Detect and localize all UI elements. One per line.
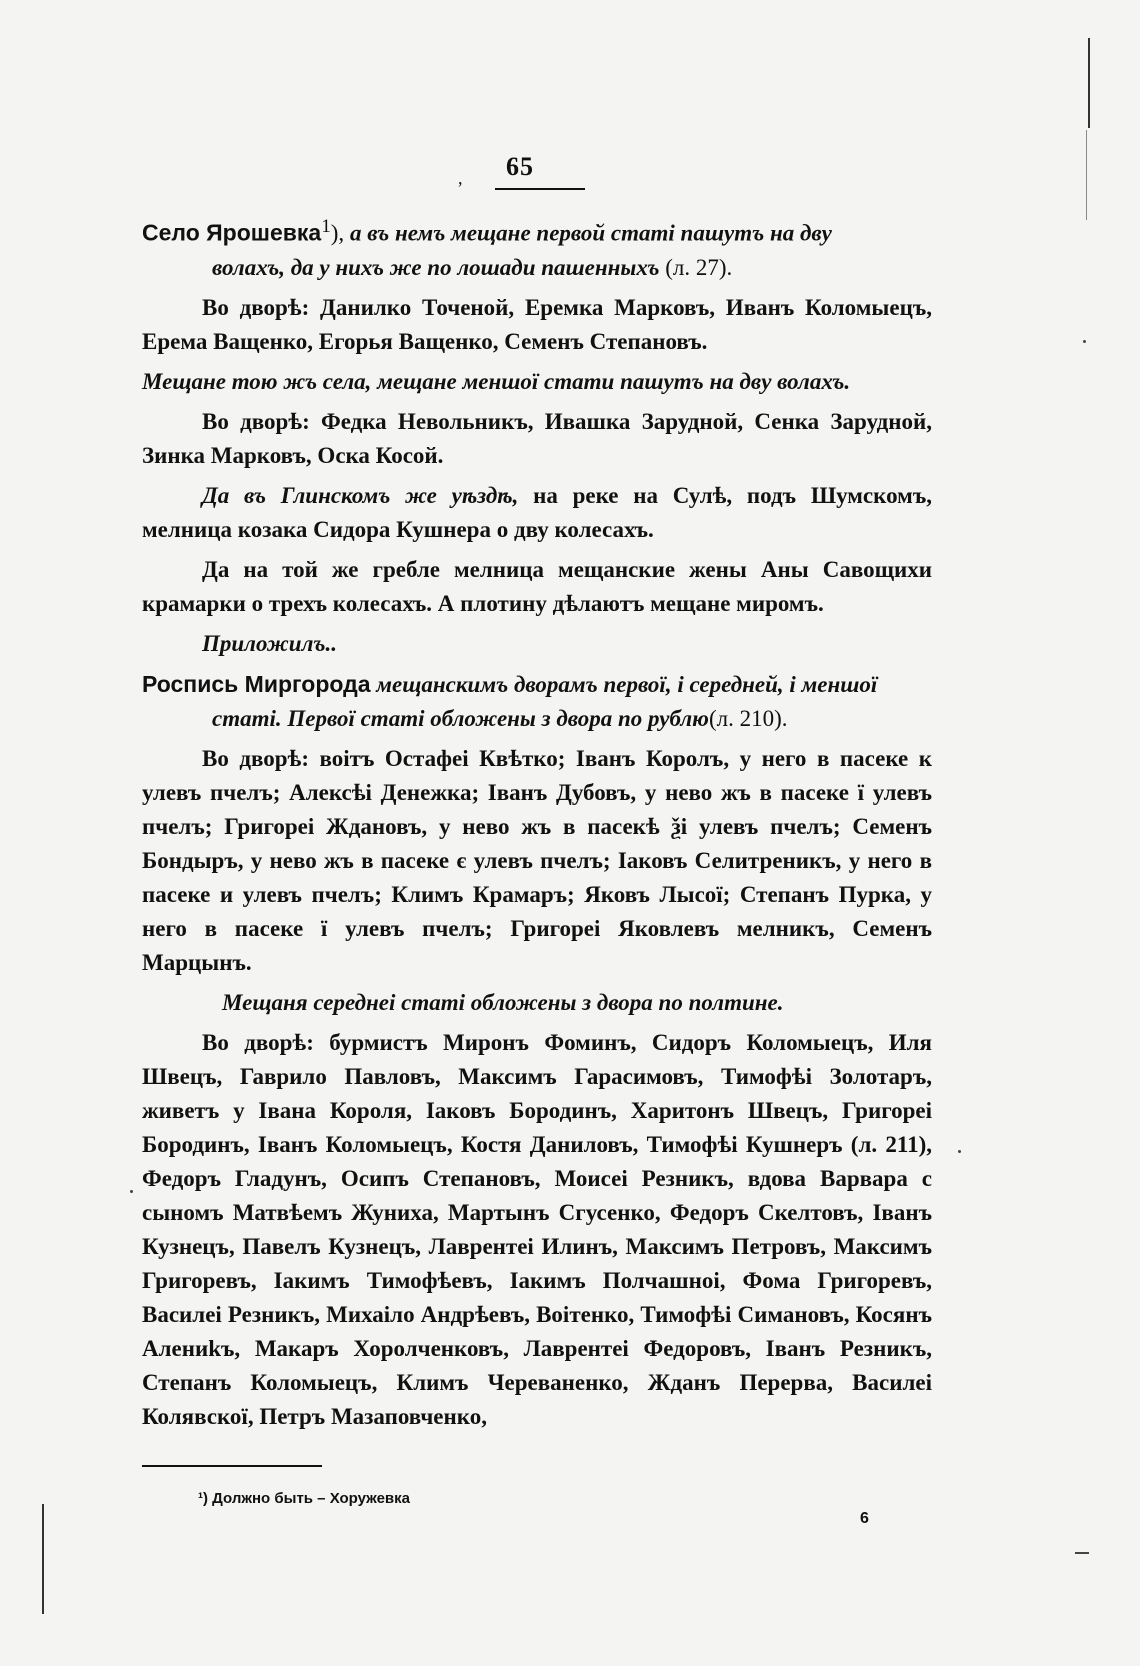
heading-italic-2: волахъ, да у нихъ же по лошади пашенныхъ [212,254,660,280]
scan-edge-left [42,1504,44,1614]
scan-speck [130,1190,133,1193]
paragraph-7: Во дворѣ: бурмистъ Миронъ Фоминъ, Сидоръ Коломыецъ, Иля Швецъ, Гаврило Павловъ, Максимъ Гарасимовъ, Тимофѣі Золотаръ, живетъ у Івана Короля, Іаковъ Бородинъ, Харитонъ Швецъ, Григореі Бородинъ, Іванъ Коломыецъ, Костя Даниловъ, Тимофѣі Кушнеръ (л. 211), Федоръ Гладунъ, Осипъ Степановъ, Моисеі Резникъ, вдова Варвара с сыномъ Матвѣемъ Жуниха, Мартынъ Сгусенко, Федоръ Скелтовъ, Іванъ Кузнецъ, Павелъ Кузнецъ, Лаврентеі Илинъ, Максимъ Петровъ, Максимъ Григоревъ, Іакимъ Тимофѣевъ, Іакимъ Полчашноі, Фома Григоревъ, Василеі Резникъ, Михаіло Андрѣевъ, Воітенко, Тимофѣі Симановъ, Косянъ Алениkъ, Макаръ Хоролченковъ, Лаврентеі Федоровъ, Іванъ Резникъ, Степанъ Коломыецъ, Климъ Череваненко, Жданъ Перерва, Василеі Колявскої, Петръ Мазаповченко, [142,1029,932,1429]
paragraph-1: Во дворѣ: Данилко Точеной, Еремка Марковъ, Иванъ Коломыецъ, Ерема Ващенко, Егорья Ващенко, Семенъ Степановъ. [142,294,932,354]
scan-mark [1075,1552,1089,1554]
scan-edge-right-faint [1086,130,1087,220]
paragraph-6: Во дворѣ: воітъ Остафеі Квѣтко; Іванъ Королъ, у него в пасеке к улевъ пчелъ; Алексѣі Денежка; Іванъ Дубовъ, у нево жъ в пасеке ї улевъ пчелъ; Григореі Ждановъ, у нево жъ в пасекѣ ѯі улевъ пчелъ; Семенъ Бондыръ, у нево жъ в пасеке є улевъ пчелъ; Іаковъ Селитреникъ, у него в пасеке и улевъ пчелъ; Климъ Крамаръ; Яковъ Лысої; Степанъ Пурка, у него в пасеке ї улевъ пчелъ; Григореі Яковлевъ мелникъ, Семенъ Марцынъ. [142,745,932,975]
paragraph-2: Во дворѣ: Федка Невольникъ, Ивашка Зарудной, Сенка Зарудной, Зинка Марковъ, Оска Косой. [142,408,932,468]
page-number-rule [495,188,585,190]
page-number: 65 [506,152,534,181]
roster-heading [142,667,932,736]
village-name: Село Ярошевка [142,219,322,246]
subheading-3: Мещаня середнеі статі обложены з двора по полтине. [222,989,784,1015]
roster-title: Роспись Миргорода [142,670,371,697]
margin-mark: , [458,168,463,188]
paragraph-5: Приложилъ.. [202,630,338,656]
roster-italic-2: статі. Первої статі обложены з двора по рублю [212,705,709,731]
heading-italic-1: а въ немъ мещане первой статі пашутъ на дву [349,220,832,246]
main-text [142,210,932,1440]
paragraph-3-italic: Да въ Глинскомъ же уѣздѣ, [202,482,519,508]
scan-edge-right [1088,38,1090,128]
scan-speck [958,1150,961,1153]
signature-mark: 6 [860,1510,869,1527]
subheading-2: Мещане тою жъ села, мещане меншої стати пашутъ на дву волахъ. [142,368,851,394]
roster-folio: (л. 210). [708,705,788,731]
paragraph-3 [142,479,932,547]
heading-folio: (л. 27). [659,254,733,280]
footnote: ¹) Должно быть – Хоружевка [198,1490,410,1507]
roster-italic-1: мещанскимъ дворамъ первої, і середней, і меншої [370,671,878,697]
footnote-rule [142,1465,322,1467]
heading-punct: ), [330,220,350,246]
paragraph-4: Да на той же гребле мелница мещанские жены Аны Савощихи крамарки о трехъ колесахъ. А плотину дѣлаютъ мещане миромъ. [142,556,932,616]
paragraph-3-text: на реке на Сулѣ, подъ Шумскомъ, мелница козака Сидора Кушнера о дву колесахъ. [142,482,932,542]
scan-speck [1083,340,1086,343]
footnote-ref: 1 [321,216,331,237]
village-heading [142,210,932,285]
